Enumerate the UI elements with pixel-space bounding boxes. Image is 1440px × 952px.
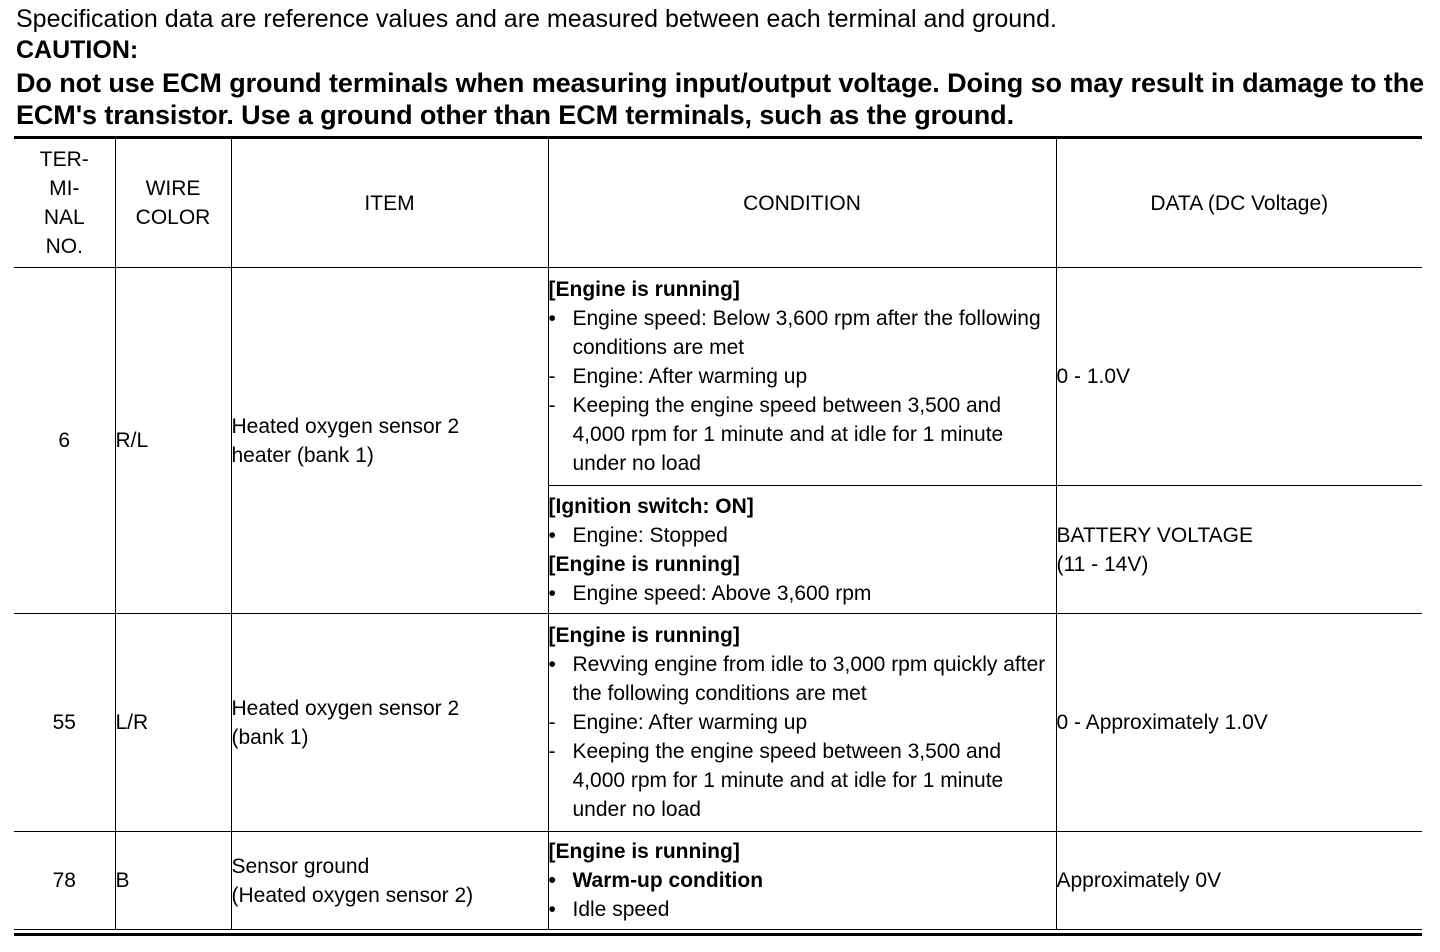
wire-color-cell: L/R <box>115 614 231 832</box>
dash-mark: - <box>548 740 556 763</box>
condition-cell <box>548 268 1056 486</box>
data-line: (11 - 14V) <box>1056 552 1149 576</box>
data-line: Approximately 0V <box>1056 869 1222 892</box>
condition-text: Idle speed <box>572 898 670 921</box>
terminal-no-cell: 78 <box>14 832 115 930</box>
header-item: ITEM <box>231 139 548 268</box>
condition-heading: [Ignition switch: ON] <box>548 494 754 518</box>
condition-cell <box>548 486 1056 614</box>
wire-color-cell: B <box>115 832 231 930</box>
item-line: (Heated oxygen sensor 2) <box>231 883 474 907</box>
header-terminal-line: NO. <box>45 235 83 258</box>
condition-dash-item <box>549 708 1056 737</box>
condition-bullet-item <box>549 579 1056 608</box>
condition-text: Keeping the engine speed between 3,500 and 4,000 rpm for 1 minute and at idle for 1 minute under no load <box>572 740 1004 821</box>
dash-mark: - <box>548 365 556 388</box>
data-line: BATTERY VOLTAGE <box>1056 523 1253 547</box>
bullet-mark: • <box>548 581 556 605</box>
terminal-no-cell: 6 <box>14 268 115 614</box>
condition-text: Warm-up condition <box>572 869 764 892</box>
condition-bullet-item <box>549 866 1056 895</box>
header-wire-color <box>115 139 231 268</box>
table-header-row <box>14 139 1422 268</box>
condition-text: Engine: After warming up <box>572 711 808 734</box>
condition-heading: [Engine is running] <box>548 840 740 863</box>
condition-dash-item <box>549 362 1056 391</box>
item-line: (bank 1) <box>231 725 309 749</box>
condition-text: Keeping the engine speed between 3,500 and 4,000 rpm for 1 minute and at idle for 1 minute under no load <box>572 394 1004 475</box>
header-terminal-line: TER- <box>39 148 89 171</box>
data-line: 0 - 1.0V <box>1056 365 1131 388</box>
condition-heading: [Engine is running] <box>548 624 740 647</box>
condition-heading: [Engine is running] <box>548 278 740 301</box>
table-row <box>14 614 1422 832</box>
condition-text: Engine: After warming up <box>572 365 808 388</box>
condition-text: Engine speed: Above 3,600 rpm <box>572 581 872 605</box>
condition-bullet-item <box>549 895 1056 924</box>
condition-cell <box>548 614 1056 832</box>
data-line: 0 - Approximately 1.0V <box>1056 711 1268 734</box>
condition-bullet-item <box>549 304 1056 362</box>
data-voltage-cell <box>1056 614 1422 832</box>
table-row <box>14 268 1422 486</box>
item-cell <box>231 268 548 614</box>
dash-mark: - <box>548 711 556 734</box>
condition-dash-item <box>549 737 1056 824</box>
item-line: Sensor ground <box>231 854 370 878</box>
header-data: DATA (DC Voltage) <box>1056 139 1422 268</box>
bullet-mark: • <box>548 869 556 892</box>
header-wire-line: WIRE <box>145 177 201 200</box>
data-voltage-cell <box>1056 832 1422 930</box>
header-terminal-line: MI- <box>49 177 80 200</box>
data-voltage-cell <box>1056 268 1422 486</box>
terminal-no-cell: 55 <box>14 614 115 832</box>
condition-text: Engine: Stopped <box>572 523 728 547</box>
item-line: Heated oxygen sensor 2 <box>231 414 460 438</box>
table-bottom-rule <box>14 933 1422 936</box>
terminal-spec-table <box>14 139 1422 930</box>
condition-bullet-item <box>549 521 1056 550</box>
bullet-mark: • <box>548 898 556 921</box>
condition-heading: [Engine is running] <box>548 552 740 576</box>
header-wire-line: COLOR <box>135 206 211 229</box>
dash-mark: - <box>548 394 556 417</box>
item-cell <box>231 614 548 832</box>
condition-text: Revving engine from idle to 3,000 rpm quickly after the following conditions are met <box>572 653 1046 705</box>
header-terminal-no <box>14 139 115 268</box>
item-line: heater (bank 1) <box>231 443 374 467</box>
condition-dash-item <box>549 391 1056 478</box>
condition-cell <box>548 832 1056 930</box>
condition-bullet-item <box>549 650 1056 708</box>
item-line: Heated oxygen sensor 2 <box>231 696 460 720</box>
item-cell <box>231 832 548 930</box>
caution-heading: CAUTION: <box>16 36 139 64</box>
header-condition: CONDITION <box>548 139 1056 268</box>
caution-text: Do not use ECM ground terminals when measuring input/output voltage. Doing so may result in damage to the ECM's transistor. Use a ground other than ECM terminals, such as the ground. <box>16 68 1424 130</box>
bullet-mark: • <box>548 307 556 330</box>
header-terminal-line: NAL <box>43 206 85 229</box>
data-voltage-cell <box>1056 486 1422 614</box>
intro-text: Specification data are reference values and are measured between each terminal and ground. <box>16 5 1057 33</box>
bullet-mark: • <box>548 653 556 676</box>
condition-text: Engine speed: Below 3,600 rpm after the following conditions are met <box>572 307 1041 359</box>
table-row <box>14 832 1422 930</box>
bullet-mark: • <box>548 523 556 547</box>
wire-color-cell: R/L <box>115 268 231 614</box>
